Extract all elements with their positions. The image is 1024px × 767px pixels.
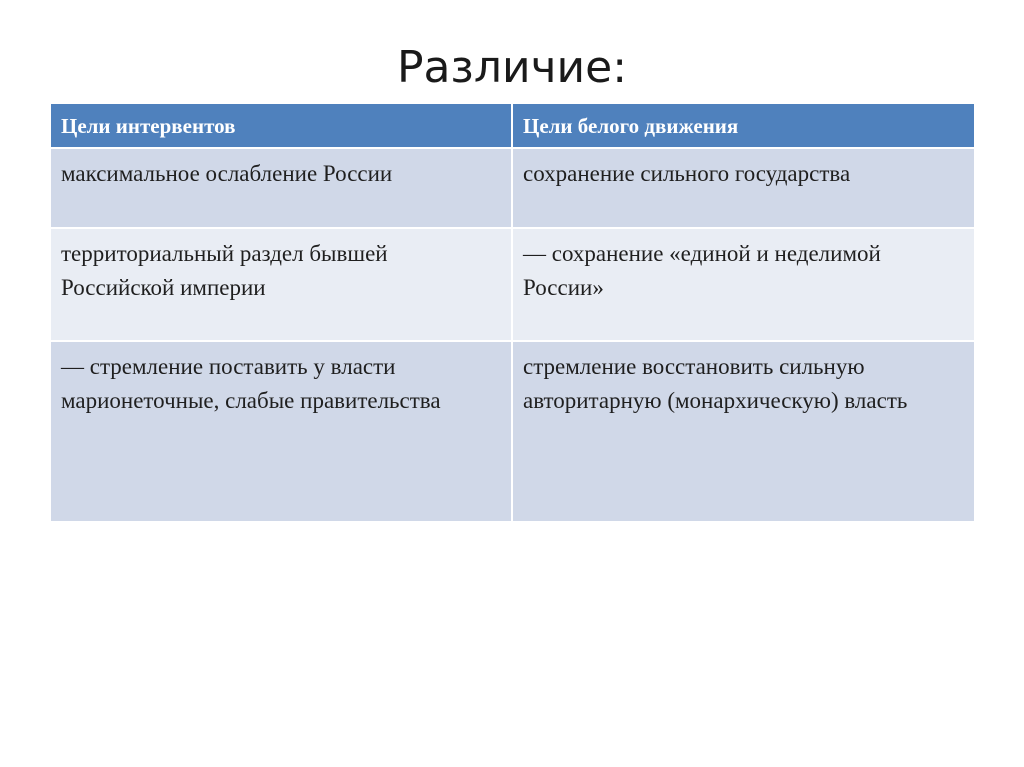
header-interventionist-goals: Цели интервентов bbox=[50, 103, 512, 148]
table-cell: — стремление поставить у власти марионеточные, слабые правительства bbox=[50, 341, 512, 522]
table-cell: — сохранение «единой и неделимой России» bbox=[512, 228, 975, 341]
table-cell: максимальное ослабление России bbox=[50, 148, 512, 228]
slide-title: Различие: bbox=[396, 42, 628, 93]
table-row bbox=[50, 341, 975, 522]
header-white-movement-goals: Цели белого движения bbox=[512, 103, 975, 148]
table-cell: сохранение сильного государства bbox=[512, 148, 975, 228]
table-row bbox=[50, 228, 975, 341]
table-cell: территориальный раздел бывшей Российской империи bbox=[50, 228, 512, 341]
table-row bbox=[50, 148, 975, 228]
table-header-row bbox=[50, 103, 975, 148]
table-cell: стремление восстановить сильную авторитарную (монархическую) власть bbox=[512, 341, 975, 522]
comparison-table bbox=[49, 102, 976, 523]
